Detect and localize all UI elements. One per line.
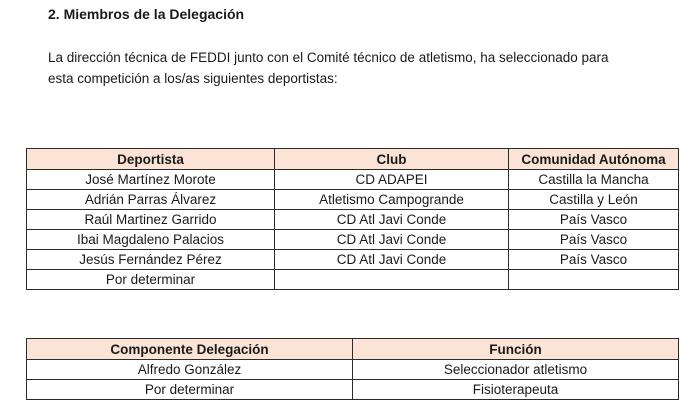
intro-line-2: esta competición a los/as siguientes deportistas: (48, 71, 338, 86)
athlete-name: Jesús Fernández Pérez (27, 250, 275, 270)
athlete-club: CD ADAPEI (275, 170, 509, 190)
athlete-club: CD Atl Javi Conde (275, 250, 509, 270)
delegation-header-row (27, 339, 679, 360)
athlete-region: País Vasco (509, 250, 679, 270)
table-row (27, 380, 679, 400)
athlete-club: Atletismo Campogrande (275, 190, 509, 210)
athlete-name: Por determinar (27, 270, 275, 290)
athlete-region (509, 270, 679, 290)
member-role: Fisioterapeuta (353, 380, 679, 400)
athlete-club (275, 270, 509, 290)
header-comunidad: Comunidad Autónoma (509, 149, 679, 170)
athletes-header-row (27, 149, 679, 170)
athlete-club: CD Atl Javi Conde (275, 230, 509, 250)
intro-line-1: La dirección técnica de FEDDI junto con el Comité técnico de atletismo, ha seleccionado para (48, 50, 609, 65)
athlete-name: Raúl Martinez Garrido (27, 210, 275, 230)
athlete-club: CD Atl Javi Conde (275, 210, 509, 230)
intro-paragraph (48, 47, 678, 89)
header-club: Club (275, 149, 509, 170)
header-componente: Componente Delegación (27, 339, 353, 360)
athlete-region: Castilla y León (509, 190, 679, 210)
table-row (27, 250, 679, 270)
member-name: Alfredo González (27, 360, 353, 380)
athletes-table (26, 148, 679, 290)
section-heading: 2. Miembros de la Delegación (48, 6, 245, 22)
table-row (27, 360, 679, 380)
header-funcion: Función (353, 339, 679, 360)
table-row (27, 170, 679, 190)
athlete-name: José Martínez Morote (27, 170, 275, 190)
table-row (27, 270, 679, 290)
table-row (27, 210, 679, 230)
athlete-region: Castilla la Mancha (509, 170, 679, 190)
delegation-table (26, 338, 679, 400)
athlete-name: Adrián Parras Álvarez (27, 190, 275, 210)
athlete-name: Ibai Magdaleno Palacios (27, 230, 275, 250)
athlete-region: País Vasco (509, 210, 679, 230)
table-row (27, 230, 679, 250)
table-row (27, 190, 679, 210)
header-deportista: Deportista (27, 149, 275, 170)
member-name: Por determinar (27, 380, 353, 400)
member-role: Seleccionador atletismo (353, 360, 679, 380)
athlete-region: País Vasco (509, 230, 679, 250)
